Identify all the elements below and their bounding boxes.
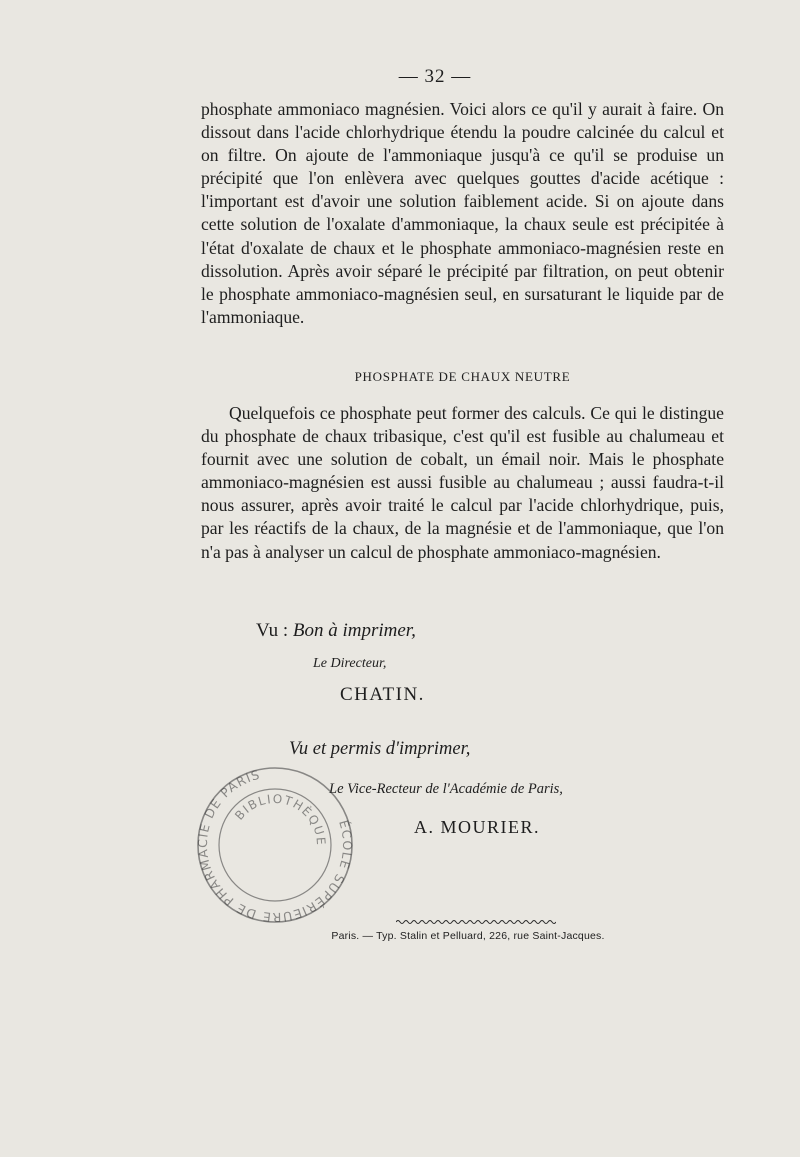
section-heading: PHOSPHATE DE CHAUX NEUTRE — [354, 369, 571, 384]
stamp-inner-text: BIBLIOTHÈQUE — [232, 791, 329, 847]
bon-a-imprimer: Bon à imprimer, — [292, 620, 416, 641]
director-title: Le Directeur, — [313, 656, 387, 671]
permit-line: Vu et permis d'imprimer, — [289, 739, 471, 759]
svg-text:ÉCOLE SUPÉRIEURE DE PHARMACIE — [194, 764, 356, 926]
vu-label: Vu : — [256, 620, 289, 641]
director-name: CHATIN. — [340, 684, 425, 705]
paragraph-1: phosphate ammoniaco magnésien. Voici alors ce qu'il y aurait à faire. On dissout dans l'acide chlorhydrique étendu la poudre calcinée du calcul et on filtre. On ajoute de l'ammoniaque jusqu'à ce qu'il se produise un précipité que l'on enlèvera avec quelques gouttes d'acide acétique : l'important est d'avoir une solution faiblement acide. Si on ajoute dans cette solution de l'oxalate d'ammoniaque, la chaux seule est précipitée à l'état d'oxalate de chaux et le phosphate ammoniaco-magnésien reste en dissolution. Après avoir séparé le précipité par filtration, on peut obtenir le phosphate ammoniaco-magnésien seul, en sursaturant le liquide par de l'ammoniaque. — [201, 99, 724, 327]
paragraph-2: Quelquefois ce phosphate peut former des calculs. Ce qui le distingue du phosphate de chaux tribasique, c'est qu'il est fusible au chalumeau et fournit avec une solution de cobalt, un émail noir. Mais le phosphate ammoniaco-magnésien est aussi fusible au chalumeau ; aussi faudra-t-il nous assurer, après avoir traité le calcul par l'acide chlorhydrique, puis, par les réactifs de la chaux, de la magnésie et de l'ammoniaque, que l'on n'a pas à analyser un calcul de phosphate ammoniaco-magnésien. — [201, 403, 724, 562]
rector-name: A. MOURIER. — [414, 817, 541, 837]
approval-line — [256, 620, 416, 642]
stamp-outer-text: ÉCOLE SUPÉRIEURE DE PHARMACIE DE PARIS — [194, 766, 356, 926]
rector-title: Le Vice-Recteur de l'Académie de Paris, — [329, 781, 563, 797]
page-number: — 32 — — [398, 66, 472, 87]
library-stamp — [194, 764, 356, 926]
printer-imprint: Paris. — Typ. Stalin et Pelluard, 226, rue Saint-Jacques. — [331, 930, 605, 942]
wavy-rule — [396, 918, 556, 926]
